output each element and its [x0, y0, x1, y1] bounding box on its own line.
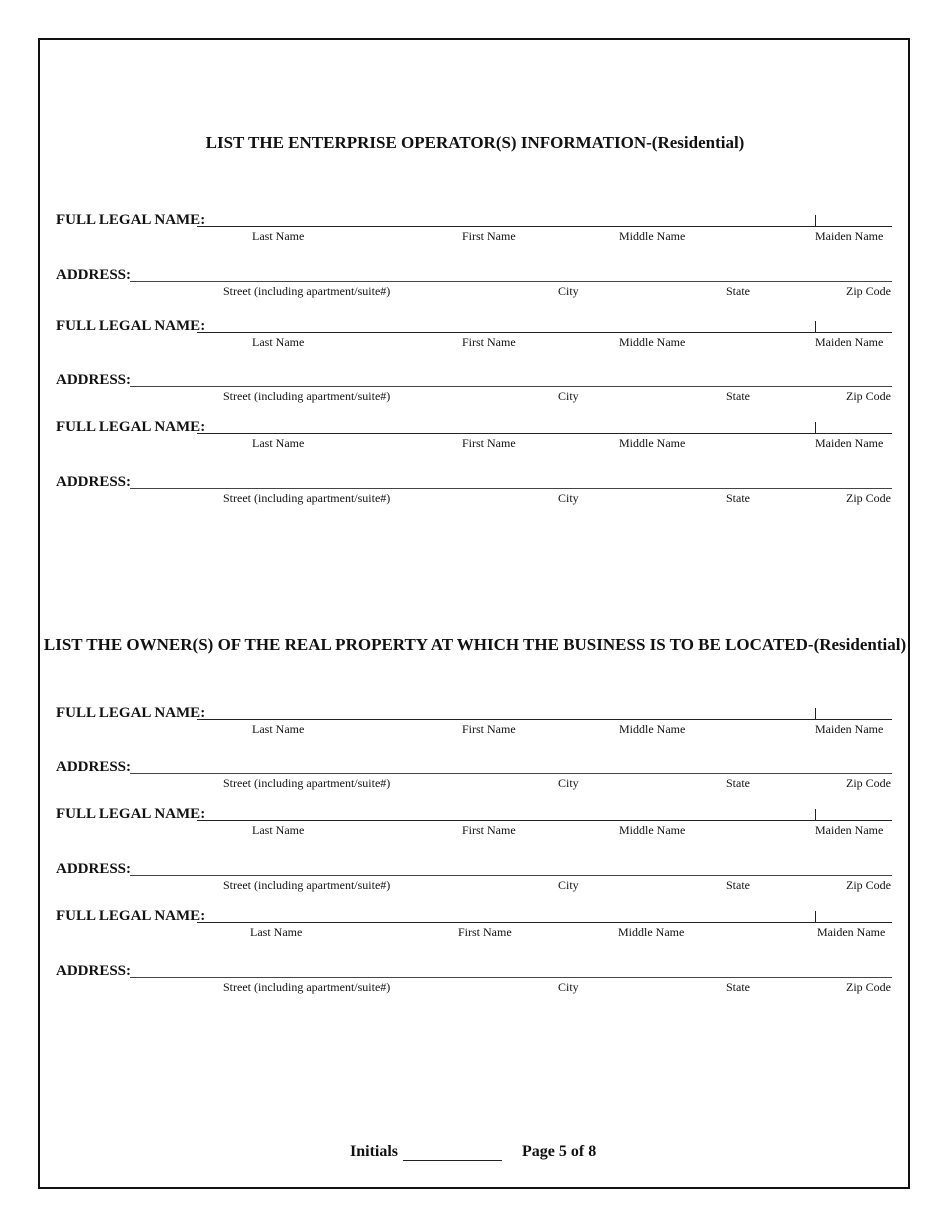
- owner-3-address-field[interactable]: [130, 977, 892, 978]
- maiden-name-caption: Maiden Name: [815, 436, 884, 450]
- address-label: ADDRESS:: [56, 759, 132, 775]
- zip-caption: Zip Code: [846, 284, 891, 298]
- owner-1-address-row: [56, 758, 892, 792]
- street-caption: Street (including apartment/suite#): [223, 491, 391, 505]
- first-name-caption: First Name: [458, 925, 512, 939]
- full-legal-name-label: FULL LEGAL NAME:: [56, 419, 206, 435]
- full-legal-name-label: FULL LEGAL NAME:: [56, 212, 206, 228]
- last-name-caption: Last Name: [252, 229, 305, 243]
- owner-3-address-row: [56, 962, 892, 996]
- operator-1-name-row: [56, 211, 892, 245]
- first-name-caption: First Name: [462, 436, 516, 450]
- maiden-name-caption: Maiden Name: [815, 722, 884, 736]
- zip-caption: Zip Code: [846, 878, 891, 892]
- state-caption: State: [726, 980, 750, 994]
- city-caption: City: [558, 980, 579, 994]
- zip-caption: Zip Code: [846, 491, 891, 505]
- last-name-caption: Last Name: [252, 335, 305, 349]
- full-legal-name-label: FULL LEGAL NAME:: [56, 705, 206, 721]
- operator-1-address-row: [56, 266, 892, 300]
- section-title-operators: LIST THE ENTERPRISE OPERATOR(S) INFORMATION-(Residential): [205, 133, 745, 152]
- field-divider: [815, 809, 816, 821]
- address-label: ADDRESS:: [56, 963, 132, 979]
- owner-2-address-field[interactable]: [130, 875, 892, 876]
- zip-caption: Zip Code: [846, 776, 891, 790]
- operator-1-address-field[interactable]: [130, 281, 892, 282]
- owner-2-name-row: [56, 805, 892, 839]
- state-caption: State: [726, 776, 750, 790]
- owner-1-name-field[interactable]: [197, 719, 892, 720]
- field-divider: [815, 321, 816, 333]
- street-caption: Street (including apartment/suite#): [223, 776, 391, 790]
- middle-name-caption: Middle Name: [619, 335, 686, 349]
- operator-3-address-field[interactable]: [130, 488, 892, 489]
- initials-label: Initials: [350, 1143, 399, 1160]
- street-caption: Street (including apartment/suite#): [223, 389, 391, 403]
- last-name-caption: Last Name: [252, 722, 305, 736]
- owner-1-address-field[interactable]: [130, 773, 892, 774]
- zip-caption: Zip Code: [846, 980, 891, 994]
- full-legal-name-label: FULL LEGAL NAME:: [56, 806, 206, 822]
- section-title-owners: LIST THE OWNER(S) OF THE REAL PROPERTY AT WHICH THE BUSINESS IS TO BE LOCATED-(Residential): [43, 635, 907, 654]
- page-number: Page 5 of 8: [522, 1143, 597, 1160]
- first-name-caption: First Name: [462, 722, 516, 736]
- owner-1-name-row: [56, 704, 892, 738]
- first-name-caption: First Name: [462, 823, 516, 837]
- city-caption: City: [558, 284, 579, 298]
- street-caption: Street (including apartment/suite#): [223, 980, 391, 994]
- last-name-caption: Last Name: [252, 823, 305, 837]
- owner-2-address-row: [56, 860, 892, 894]
- field-divider: [815, 422, 816, 434]
- city-caption: City: [558, 776, 579, 790]
- last-name-caption: Last Name: [252, 436, 305, 450]
- first-name-caption: First Name: [462, 229, 516, 243]
- operator-2-name-row: [56, 317, 892, 351]
- address-label: ADDRESS:: [56, 861, 132, 877]
- owner-2-name-field[interactable]: [197, 820, 892, 821]
- middle-name-caption: Middle Name: [618, 925, 685, 939]
- maiden-name-caption: Maiden Name: [815, 229, 884, 243]
- operator-3-name-field[interactable]: [197, 433, 892, 434]
- field-divider: [815, 708, 816, 720]
- address-label: ADDRESS:: [56, 267, 132, 283]
- middle-name-caption: Middle Name: [619, 823, 686, 837]
- maiden-name-caption: Maiden Name: [817, 925, 886, 939]
- address-label: ADDRESS:: [56, 474, 132, 490]
- city-caption: City: [558, 389, 579, 403]
- city-caption: City: [558, 491, 579, 505]
- middle-name-caption: Middle Name: [619, 229, 686, 243]
- field-divider: [815, 911, 816, 923]
- owner-3-name-row: [56, 907, 892, 941]
- operator-3-address-row: [56, 473, 892, 507]
- state-caption: State: [726, 491, 750, 505]
- address-label: ADDRESS:: [56, 372, 132, 388]
- operator-1-name-field[interactable]: [197, 226, 892, 227]
- first-name-caption: First Name: [462, 335, 516, 349]
- maiden-name-caption: Maiden Name: [815, 823, 884, 837]
- full-legal-name-label: FULL LEGAL NAME:: [56, 908, 206, 924]
- operator-2-address-field[interactable]: [130, 386, 892, 387]
- state-caption: State: [726, 284, 750, 298]
- street-caption: Street (including apartment/suite#): [223, 878, 391, 892]
- field-divider: [815, 215, 816, 227]
- state-caption: State: [726, 389, 750, 403]
- last-name-caption: Last Name: [250, 925, 303, 939]
- city-caption: City: [558, 878, 579, 892]
- street-caption: Street (including apartment/suite#): [223, 284, 391, 298]
- operator-3-name-row: [56, 418, 892, 452]
- middle-name-caption: Middle Name: [619, 722, 686, 736]
- maiden-name-caption: Maiden Name: [815, 335, 884, 349]
- operator-2-name-field[interactable]: [197, 332, 892, 333]
- operator-2-address-row: [56, 371, 892, 405]
- zip-caption: Zip Code: [846, 389, 891, 403]
- middle-name-caption: Middle Name: [619, 436, 686, 450]
- state-caption: State: [726, 878, 750, 892]
- initials-field[interactable]: [403, 1160, 502, 1161]
- owner-3-name-field[interactable]: [197, 922, 892, 923]
- full-legal-name-label: FULL LEGAL NAME:: [56, 318, 206, 334]
